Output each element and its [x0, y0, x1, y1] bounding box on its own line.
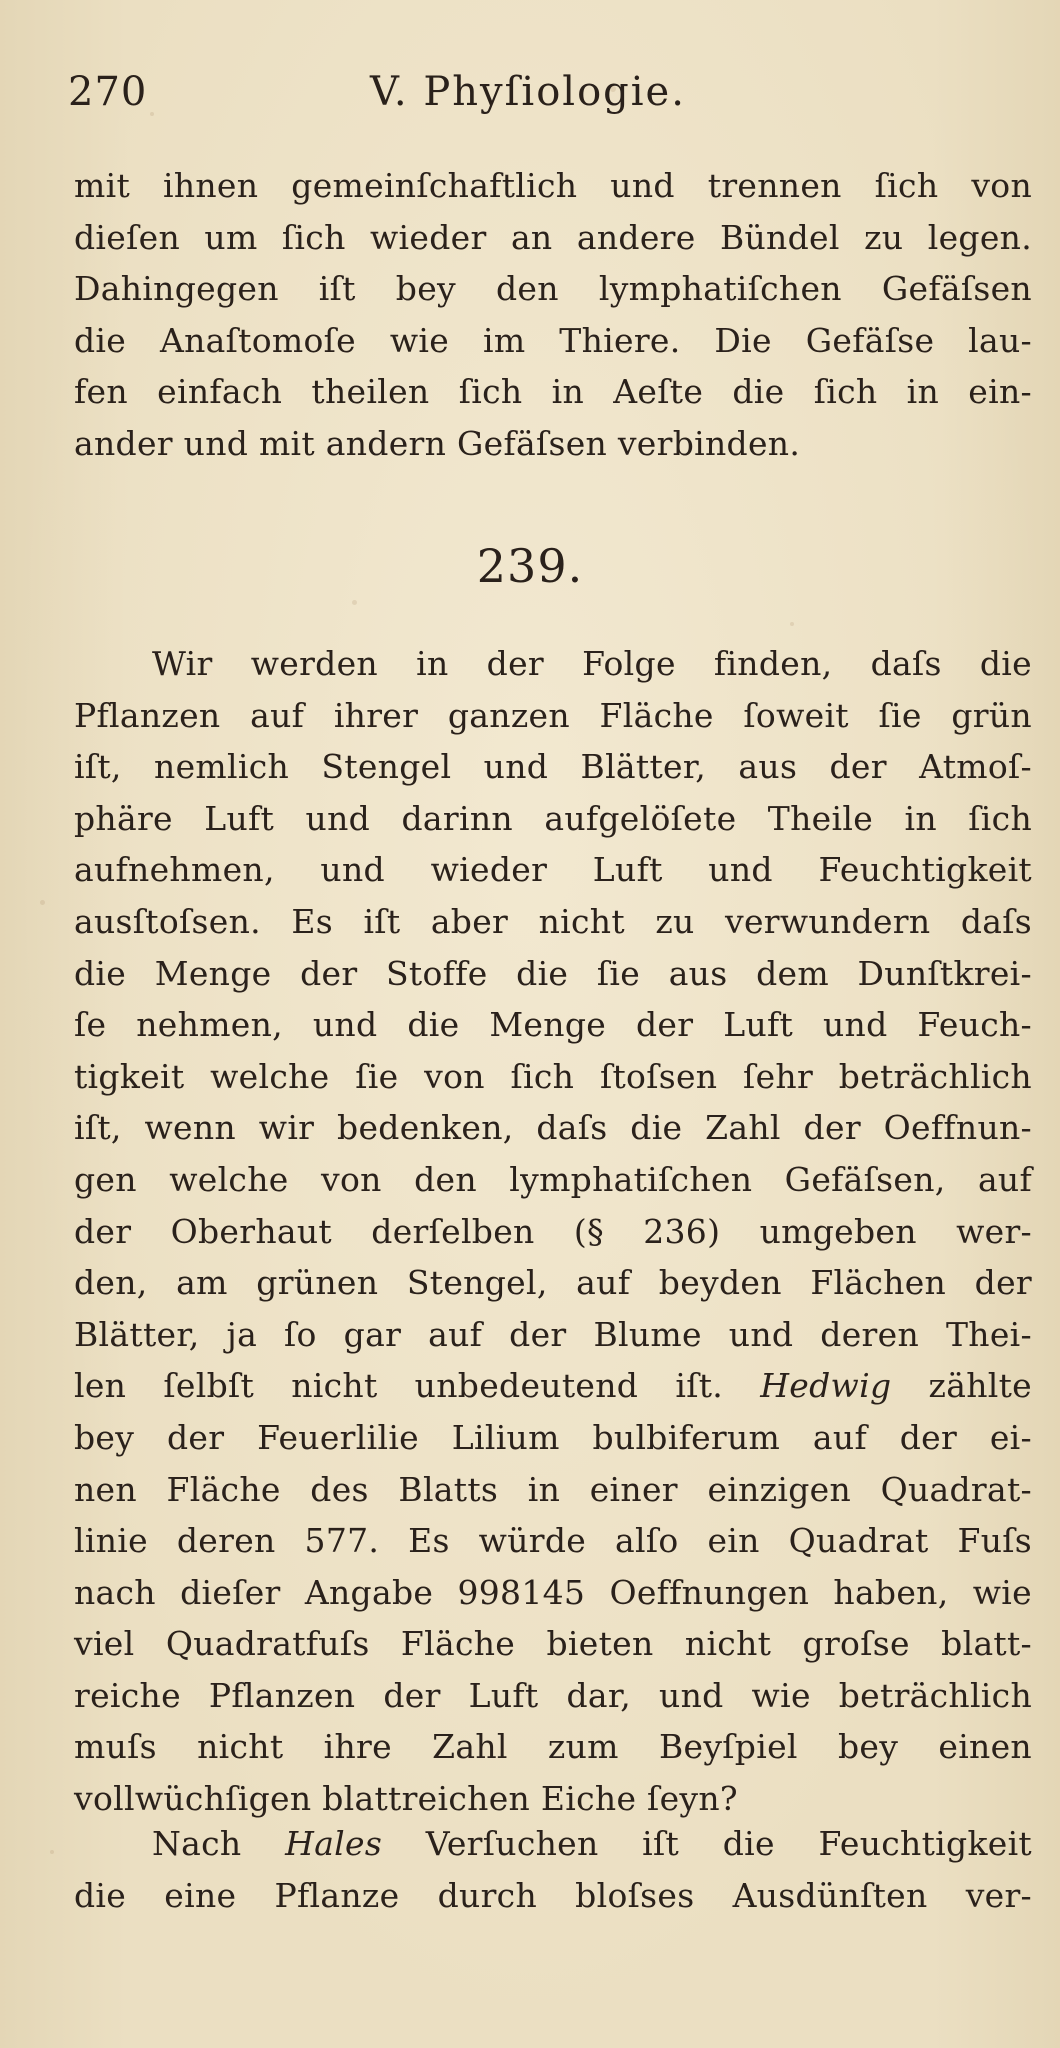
- chapter-title: V. Phyſiologie.: [370, 69, 686, 115]
- text-line: tigkeit welche ſie von ſich ſtoſsen ſehr beträchlich: [74, 1056, 1032, 1096]
- text-line: die eine Pflanze durch bloſses Ausdünſten ver-: [74, 1875, 1032, 1915]
- next-paragraph: [74, 1818, 1032, 1921]
- text-line: vollwüchſigen blattreichen Eiche ſeyn?: [74, 1779, 738, 1819]
- page-number: 270: [68, 69, 148, 115]
- text-line: reiche Pflanzen der Luft dar, und wie beträchlich: [74, 1675, 1032, 1715]
- author-name-hedwig: Hedwig: [760, 1366, 892, 1406]
- running-head: [68, 62, 768, 122]
- text-line: die Menge der Stoffe die ſie aus dem Dunſtkrei-: [74, 953, 1032, 993]
- text-line: die Anaſtomoſe wie im Thiere. Die Gefäſse lau-: [74, 320, 1032, 360]
- text-line: muſs nicht ihre Zahl zum Beyſpiel bey einen: [74, 1727, 1032, 1767]
- text-line: aufnehmen, und wieder Luft und Feuchtigkeit: [74, 850, 1032, 890]
- text-line: Dahingegen iſt bey den lymphatiſchen Gefäſsen: [74, 269, 1032, 309]
- text-line: ſe nehmen, und die Menge der Luft und Feuch-: [74, 1005, 1032, 1045]
- text-line: nen Fläche des Blatts in einer einzigen Quadrat-: [74, 1469, 1032, 1509]
- text-line: phäre Luft und darinn aufgelöſete Theile in ſich: [74, 798, 1032, 838]
- text-fragment: zählte: [891, 1366, 1032, 1406]
- text-line: iſt, nemlich Stengel und Blätter, aus der Atmoſ-: [74, 747, 1032, 787]
- text-line: dieſen um ſich wieder an andere Bündel zu legen.: [74, 217, 1032, 257]
- paper-spot: [50, 1850, 54, 1854]
- text-line: Blätter, ja ſo gar auf der Blume und deren Thei-: [74, 1314, 1032, 1354]
- paper-spot: [40, 900, 45, 905]
- text-line: Wir werden in der Folge finden, daſs die: [152, 644, 1032, 683]
- text-line: Pflanzen auf ihrer ganzen Fläche ſoweit ſie grün: [74, 695, 1032, 735]
- text-line: den, am grünen Stengel, auf beyden Flächen der: [74, 1263, 1032, 1303]
- text-line: bey der Feuerlilie Lilium bulbiferum auf der ei-: [74, 1417, 1032, 1457]
- text-line: viel Quadratfuſs Fläche bieten nicht groſse blatt-: [74, 1624, 1032, 1664]
- text-line: nach dieſer Angabe 998145 Oeffnungen haben, wie: [74, 1572, 1032, 1612]
- text-fragment: Verſuchen iſt die Feuchtigkeit: [382, 1824, 1032, 1863]
- section-number: 239.: [476, 539, 584, 593]
- paper-spot: [352, 600, 357, 605]
- text-line: gen welche von den lymphatiſchen Gefäſsen, auf: [74, 1159, 1032, 1199]
- section-paragraph: [74, 638, 1032, 1825]
- text-line: iſt, wenn wir bedenken, daſs die Zahl der Oeffnun-: [74, 1108, 1032, 1148]
- text-line: der Oberhaut derſelben (§ 236) umgeben wer-: [74, 1211, 1032, 1251]
- text-line: ander und mit andern Gefäſsen verbinden.: [74, 423, 801, 463]
- text-line: linie deren 577. Es würde alſo ein Quadrat Fuſs: [74, 1521, 1032, 1561]
- text-line: ausſtoſsen. Es iſt aber nicht zu verwundern daſs: [74, 901, 1032, 941]
- author-name-hales: Hales: [285, 1824, 383, 1863]
- text-line: mit ihnen gemeinſchaftlich und trennen ſich von: [74, 166, 1032, 205]
- text-fragment: len ſelbſt nicht unbedeutend iſt.: [74, 1366, 761, 1406]
- paper-spot: [790, 622, 794, 626]
- text-line: fen einfach theilen ſich in Aeſte die ſich in ein-: [74, 372, 1032, 412]
- text-line-hales: [74, 1818, 1032, 1870]
- text-line-hedwig: [74, 1360, 1032, 1412]
- continuation-paragraph: [74, 160, 1032, 470]
- text-fragment: Nach: [152, 1824, 286, 1863]
